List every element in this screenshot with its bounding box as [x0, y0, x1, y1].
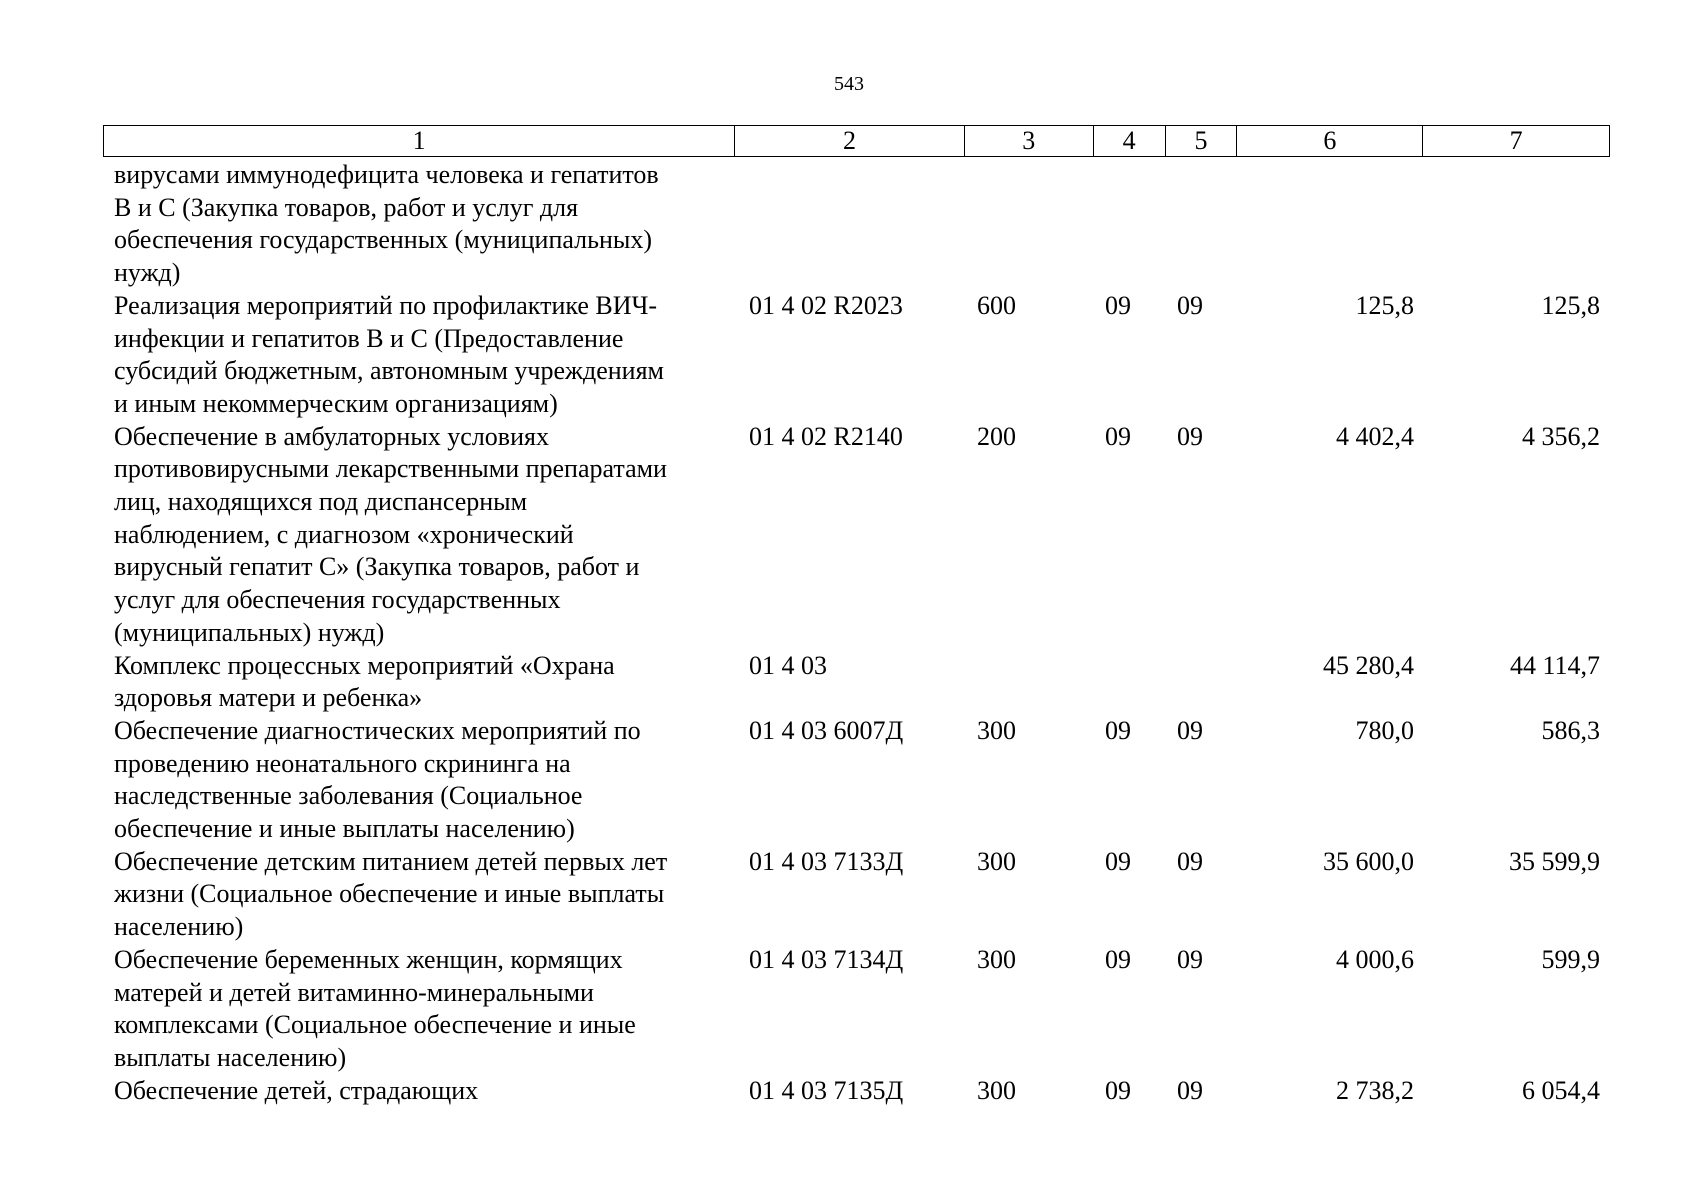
header-col-3: 3 — [965, 126, 1094, 156]
row-subsection: 09 — [1177, 421, 1203, 451]
row-name: вирусами иммунодефицита человека и гепатитов В и С (Закупка товаров, работ и услуг для обеспечения государственных (муниципальных) нужд) — [114, 160, 659, 288]
row-sum-1: 125,8 — [1355, 290, 1414, 320]
row-sum-1: 2 738,2 — [1336, 1075, 1414, 1105]
row-name: Реализация мероприятий по профилактике ВИЧ- инфекции и гепатитов В и С (Предоставление субсидий бюджетным, автономным учреждениям и иным некоммерческим организациям) — [114, 290, 664, 418]
row-code: 01 4 03 — [749, 650, 827, 680]
row-subsection: 09 — [1177, 846, 1203, 876]
table-row — [103, 944, 1610, 1075]
table-row — [103, 715, 1610, 846]
table-row — [103, 159, 1610, 290]
row-section: 09 — [1105, 715, 1131, 745]
row-sum-2: 125,8 — [1541, 290, 1600, 320]
header-col-4: 4 — [1094, 126, 1166, 156]
row-section: 09 — [1105, 421, 1131, 451]
header-col-6: 6 — [1237, 126, 1423, 156]
row-code: 01 4 02 R2140 — [749, 421, 903, 451]
table-body — [103, 159, 1610, 1107]
row-sum-1: 45 280,4 — [1323, 650, 1414, 680]
table-row — [103, 290, 1610, 421]
row-sum-2: 35 599,9 — [1509, 846, 1600, 876]
row-sum-2: 599,9 — [1541, 944, 1600, 974]
row-section: 09 — [1105, 944, 1131, 974]
table-row — [103, 421, 1610, 650]
table-header — [103, 125, 1610, 157]
row-expense-type: 300 — [977, 846, 1016, 876]
row-sum-1: 780,0 — [1355, 715, 1414, 745]
header-col-1: 1 — [104, 126, 735, 156]
row-subsection: 09 — [1177, 944, 1203, 974]
row-expense-type: 300 — [977, 1075, 1016, 1105]
row-name: Обеспечение детским питанием детей первых лет жизни (Социальное обеспечение и иные выплаты населению) — [114, 846, 668, 942]
row-code: 01 4 03 7133Д — [749, 846, 904, 876]
row-subsection: 09 — [1177, 290, 1203, 320]
row-section: 09 — [1105, 846, 1131, 876]
row-name: Обеспечение детей, страдающих — [114, 1075, 479, 1105]
row-expense-type: 300 — [977, 944, 1016, 974]
page-number: 543 — [834, 73, 864, 95]
row-code: 01 4 03 6007Д — [749, 715, 904, 745]
table-row — [103, 846, 1610, 944]
row-name: Обеспечение диагностических мероприятий по проведению неонатального скрининга на наследственные заболевания (Социальное обеспечение и иные выплаты населению) — [114, 715, 641, 844]
header-col-7: 7 — [1509, 126, 1523, 155]
row-name: Комплекс процессных мероприятий «Охрана здоровья матери и ребенка» — [114, 650, 615, 713]
row-code: 01 4 03 7135Д — [749, 1075, 904, 1105]
row-expense-type: 600 — [977, 290, 1016, 320]
table-row — [103, 1075, 1610, 1108]
row-sum-2: 6 054,4 — [1522, 1075, 1600, 1105]
row-expense-type: 200 — [977, 421, 1016, 451]
header-col-5: 5 — [1166, 126, 1238, 156]
header-col-2: 2 — [735, 126, 965, 156]
row-section: 09 — [1105, 290, 1131, 320]
row-expense-type: 300 — [977, 715, 1016, 745]
row-code: 01 4 03 7134Д — [749, 944, 904, 974]
row-code: 01 4 02 R2023 — [749, 290, 903, 320]
row-sum-1: 4 402,4 — [1336, 421, 1414, 451]
row-sum-2: 44 114,7 — [1509, 650, 1600, 680]
row-name: Обеспечение в амбулаторных условиях противовирусными лекарственными препаратами лиц, находящихся под диспансерным наблюдением, с диагнозом «хронический вирусный гепатит С» (Закупка товаров, работ и услуг для обеспечения государственных (муниципальных) нужд) — [114, 421, 667, 647]
row-section: 09 — [1105, 1075, 1131, 1105]
table-row — [103, 650, 1610, 715]
row-subsection: 09 — [1177, 715, 1203, 745]
row-sum-2: 4 356,2 — [1522, 421, 1600, 451]
row-sum-1: 35 600,0 — [1323, 846, 1414, 876]
row-name: Обеспечение беременных женщин, кормящих матерей и детей витаминно-минеральными комплексами (Социальное обеспечение и иные выплаты населению) — [114, 944, 636, 1072]
row-subsection: 09 — [1177, 1075, 1203, 1105]
row-sum-1: 4 000,6 — [1336, 944, 1414, 974]
row-sum-2: 586,3 — [1541, 715, 1600, 745]
